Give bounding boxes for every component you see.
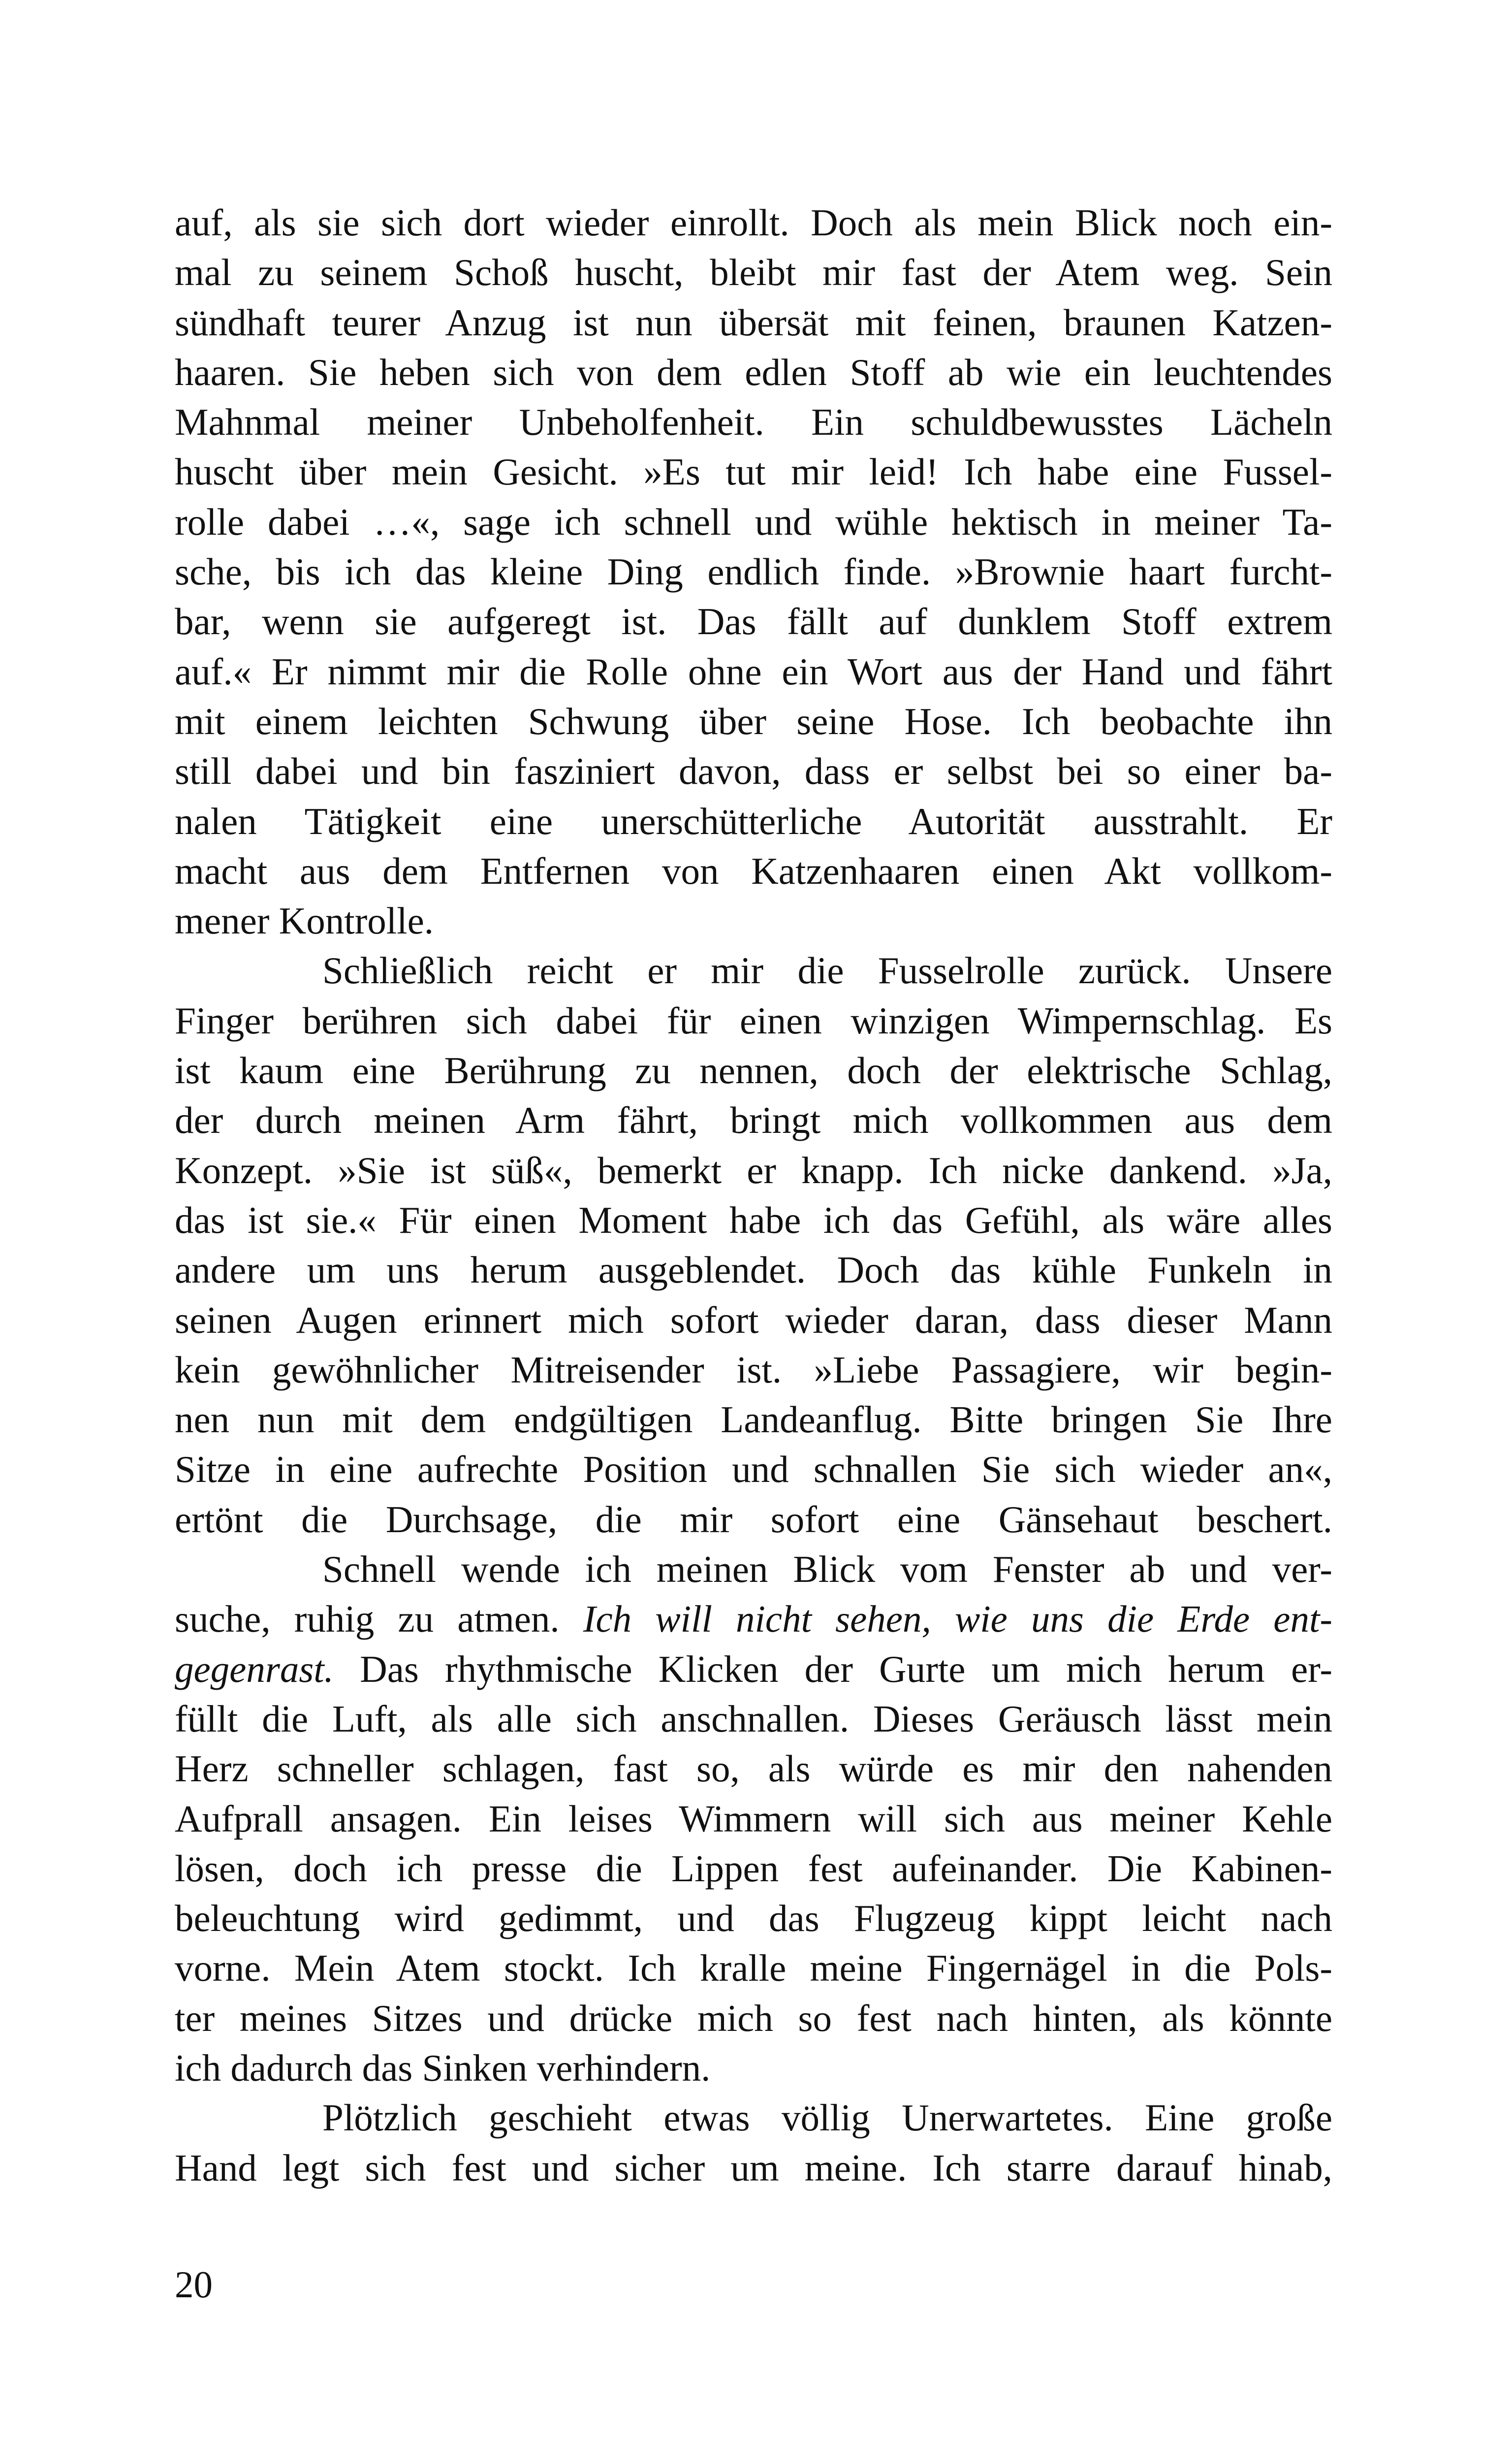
text-line: Konzept. »Sie ist süß«, bemerkt er knapp. Ich nicke dankend. »Ja, xyxy=(175,1149,1332,1191)
text-line: das ist sie.« Für einen Moment habe ich das Gefühl, als wäre alles xyxy=(175,1198,1332,1241)
text-line: Finger berühren sich dabei für einen winzigen Wimpernschlag. Es xyxy=(175,999,1332,1042)
text-line: Schnell wende ich meinen Blick vom Fenster ab und ver- xyxy=(322,1548,1332,1591)
body-text xyxy=(175,198,1332,2193)
text-line: füllt die Luft, als alle sich anschnallen. Dieses Geräusch lässt mein xyxy=(175,1697,1332,1740)
text-run: suche, ruhig zu atmen. xyxy=(175,1598,583,1640)
text-line: Plötzlich geschieht etwas völlig Unerwartetes. Eine große xyxy=(322,2096,1332,2139)
text-line: Sitze in eine aufrechte Position und schnallen Sie sich wieder an«, xyxy=(175,1448,1332,1491)
text-line: kein gewöhnlicher Mitreisender ist. »Liebe Passagiere, wir begin- xyxy=(175,1348,1332,1391)
text-line: mit einem leichten Schwung über seine Hose. Ich beobachte ihn xyxy=(175,700,1332,742)
text-line: auf, als sie sich dort wieder einrollt. Doch als mein Blick noch ein- xyxy=(175,201,1332,244)
page-number: 20 xyxy=(175,2263,213,2306)
text-line: macht aus dem Entfernen von Katzenhaaren einen Akt vollkom- xyxy=(175,849,1332,892)
paragraph-3 xyxy=(175,1544,1332,2093)
text-line: still dabei und bin fasziniert davon, dass er selbst bei so einer ba- xyxy=(175,750,1332,793)
text-line: Mahnmal meiner Unbeholfenheit. Ein schuldbewusstes Lächeln xyxy=(175,401,1332,444)
paragraph-1 xyxy=(175,198,1332,946)
text-line: beleuchtung wird gedimmt, und das Flugzeug kippt leicht nach xyxy=(175,1897,1332,1940)
paragraph-4 xyxy=(175,2093,1332,2193)
text-line: sche, bis ich das kleine Ding endlich finde. »Brownie haart furcht- xyxy=(175,550,1332,593)
text-line: mal zu seinem Schoß huscht, bleibt mir fast der Atem weg. Sein xyxy=(175,251,1332,294)
text-line: mener Kontrolle. xyxy=(175,900,434,942)
text-line: nen nun mit dem endgültigen Landeanflug. Bitte bringen Sie Ihre xyxy=(175,1398,1332,1441)
text-line: seinen Augen erinnert mich sofort wieder daran, dass dieser Mann xyxy=(175,1298,1332,1341)
text-line: Aufprall ansagen. Ein leises Wimmern will sich aus meiner Kehle xyxy=(175,1797,1332,1840)
text-line: nalen Tätigkeit eine unerschütterliche Autorität ausstrahlt. Er xyxy=(175,800,1332,842)
text-line: ter meines Sitzes und drücke mich so fest nach hinten, als könnte xyxy=(175,1996,1332,2039)
text-line: ich dadurch das Sinken verhindern. xyxy=(175,2046,711,2089)
text-run: Das rhythmische Klicken der Gurte um mich herum er- xyxy=(333,1647,1332,1690)
text-line: huscht über mein Gesicht. »Es tut mir leid! Ich habe eine Fussel- xyxy=(175,450,1332,493)
text-line: haaren. Sie heben sich von dem edlen Stoff ab wie ein leuchtendes xyxy=(175,351,1332,393)
text-line: rolle dabei …«, sage ich schnell und wühle hektisch in meiner Ta- xyxy=(175,500,1332,543)
text-line: sündhaft teurer Anzug ist nun übersät mit feinen, braunen Katzen- xyxy=(175,301,1332,344)
text-line: Hand legt sich fest und sicher um meine. Ich starre darauf hinab, xyxy=(175,2146,1332,2189)
text-line: der durch meinen Arm fährt, bringt mich vollkommen aus dem xyxy=(175,1099,1332,1142)
italic-thought: gegenrast. xyxy=(175,1647,334,1690)
paragraph-2 xyxy=(175,946,1332,1544)
text-line: ist kaum eine Berührung zu nennen, doch der elektrische Schlag, xyxy=(175,1049,1332,1092)
text-line: ertönt die Durchsage, die mir sofort eine Gänsehaut beschert. xyxy=(175,1498,1332,1541)
text-line: lösen, doch ich presse die Lippen fest aufeinander. Die Kabinen- xyxy=(175,1847,1332,1890)
text-line: auf.« Er nimmt mir die Rolle ohne ein Wort aus der Hand und fährt xyxy=(175,650,1332,693)
italic-thought: Ich will nicht sehen, wie uns die Erde ent- xyxy=(583,1598,1332,1640)
text-line: andere um uns herum ausgeblendet. Doch das kühle Funkeln in xyxy=(175,1249,1332,1291)
text-line: bar, wenn sie aufgeregt ist. Das fällt auf dunklem Stoff extrem xyxy=(175,600,1332,643)
text-line: Schließlich reicht er mir die Fusselrolle zurück. Unsere xyxy=(322,949,1332,992)
text-line: Herz schneller schlagen, fast so, als würde es mir den nahenden xyxy=(175,1747,1332,1790)
text-line: vorne. Mein Atem stockt. Ich kralle meine Fingernägel in die Pols- xyxy=(175,1947,1332,1990)
text-line-with-italic xyxy=(175,1594,1332,1644)
text-line-with-italic xyxy=(175,1644,1332,1694)
